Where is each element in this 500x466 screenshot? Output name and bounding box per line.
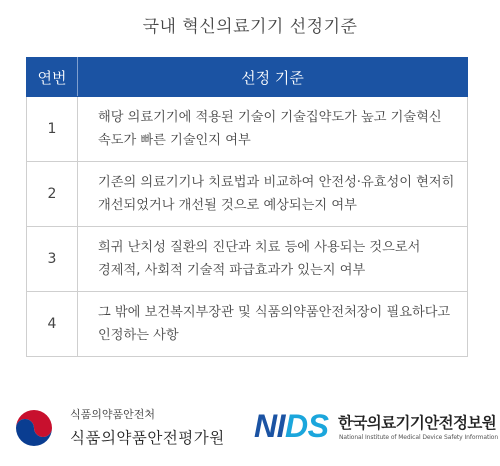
nids-english-name: National Institute of Medical Device Safety Information xyxy=(339,434,499,441)
row-criteria-text: 기존의 의료기기나 치료법과 비교하여 안전성·유효성이 현저히 개선되었거나 개선될 것으로 예상되는지 여부 xyxy=(78,162,468,227)
header-number: 연번 xyxy=(27,58,78,97)
row-criteria-text: 해당 의료기기에 적용된 기술이 기술집약도가 높고 기술혁신 속도가 빠른 기술인지 여부 xyxy=(78,97,468,162)
footer-logos xyxy=(0,394,500,466)
mfds-logo xyxy=(12,402,242,458)
table-row xyxy=(27,292,468,357)
header-criteria: 선정 기준 xyxy=(78,58,468,97)
criteria-table xyxy=(26,57,468,357)
table-row xyxy=(27,162,468,227)
nids-logo xyxy=(254,408,499,458)
row-criteria-text: 희귀 난치성 질환의 진단과 치료 등에 사용되는 것으로서 경제적, 사회적 기술적 파급효과가 있는지 여부 xyxy=(78,227,468,292)
row-criteria-text: 그 밖에 보건복지부장관 및 식품의약품안전처장이 필요하다고 인정하는 사항 xyxy=(78,292,468,357)
nids-wordmark-part1: NI xyxy=(254,408,285,444)
row-number: 1 xyxy=(27,97,78,162)
table-header-row xyxy=(27,58,468,97)
row-number: 4 xyxy=(27,292,78,357)
nids-wordmark xyxy=(254,408,328,444)
mfds-org-name: 식품의약품안전처 xyxy=(70,408,156,421)
table-row xyxy=(27,97,468,162)
mfds-institute-name: 식품의약품안전평가원 xyxy=(70,429,225,447)
row-number: 2 xyxy=(27,162,78,227)
nids-wordmark-part2: DS xyxy=(285,408,329,444)
table-row xyxy=(27,227,468,292)
taegeuk-emblem-icon xyxy=(12,406,56,450)
document-title: 국내 혁신의료기기 선정기준 xyxy=(142,17,358,37)
row-number: 3 xyxy=(27,227,78,292)
nids-korean-name: 한국의료기기안전정보원 xyxy=(338,414,497,432)
